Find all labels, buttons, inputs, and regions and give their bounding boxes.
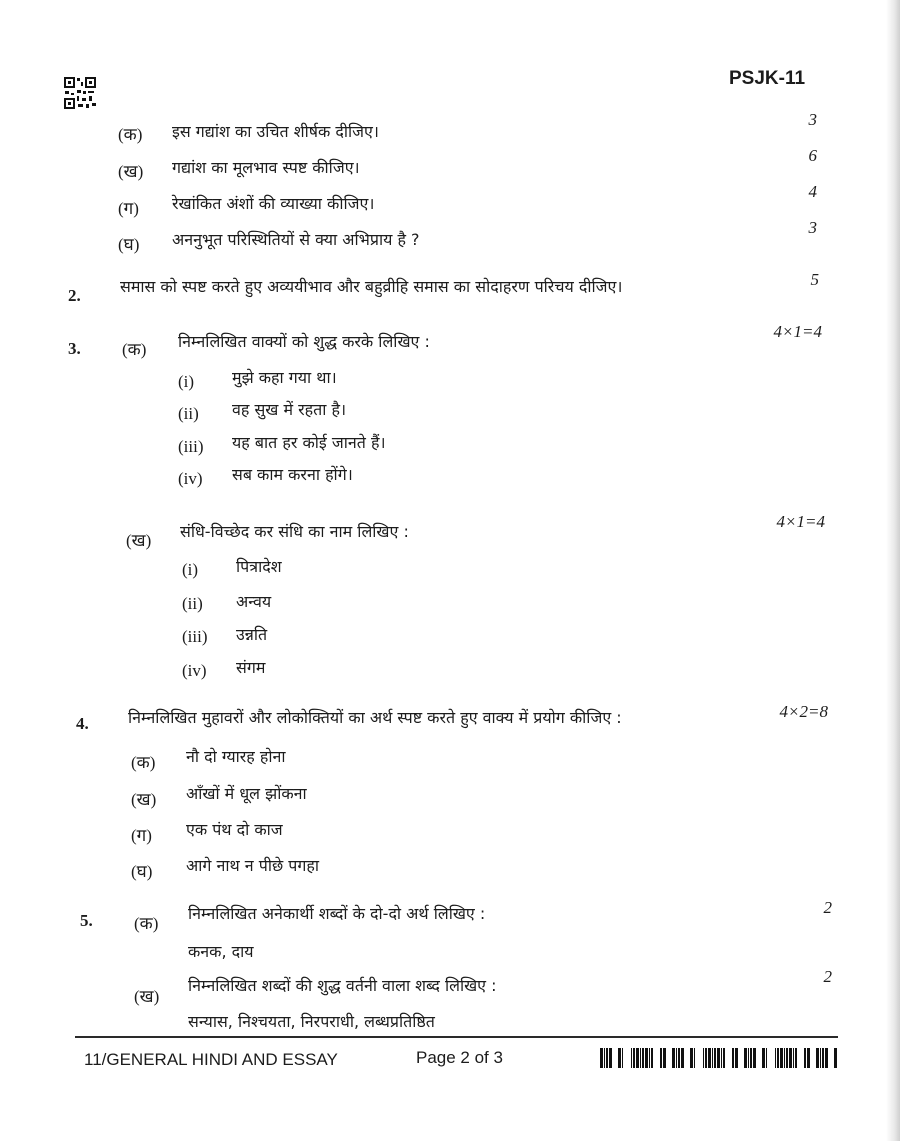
barcode-icon	[600, 1048, 838, 1068]
q1-part-marks: 3	[808, 218, 817, 237]
q4-item-text: आँखों में धूल झोंकना	[186, 784, 307, 803]
q4-item-label: (ग)	[131, 826, 152, 845]
q3a-item-label: (i)	[178, 372, 195, 391]
q3b-item-text: संगम	[236, 658, 266, 677]
q3a-item-text: मुझे कहा गया था।	[232, 368, 337, 387]
q1-part-marks: 3	[808, 110, 817, 129]
q3a-item-text: वह सुख में रहता है।	[232, 400, 347, 419]
q3b-item-text: पित्रादेश	[236, 557, 282, 576]
q3b-label: (ख)	[126, 531, 152, 550]
q1-part-text: रेखांकित अंशों की व्याख्या कीजिए।	[172, 194, 375, 213]
q4-marks: 4×2=8	[779, 702, 828, 721]
q3a-text: निम्नलिखित वाक्यों को शुद्ध करके लिखिए :	[178, 332, 430, 351]
q4-text: निम्नलिखित मुहावरों और लोकोक्तियों का अर्थ स्पष्ट करते हुए वाक्य में प्रयोग कीजिए :	[128, 708, 622, 727]
paper-code: PSJK-11	[729, 68, 806, 89]
q3a-item-text: यह बात हर कोई जानते हैं।	[232, 433, 386, 452]
footer-subject: 11/GENERAL HINDI AND ESSAY	[84, 1050, 338, 1069]
q5b-words: सन्यास, निश्चयता, निरपराधी, लब्धप्रतिष्ठित	[188, 1012, 435, 1031]
q3b-item-text: उन्नति	[236, 625, 268, 644]
q1-part-marks: 6	[808, 146, 817, 165]
q4-item-text: आगे नाथ न पीछे पगहा	[186, 856, 320, 875]
q5a-marks: 2	[823, 898, 832, 917]
question-number: 4.	[76, 714, 89, 733]
q4-item-label: (घ)	[131, 862, 153, 881]
q5b-marks: 2	[823, 967, 832, 986]
footer-page-number: Page 2 of 3	[416, 1048, 503, 1067]
q4-item-label: (क)	[131, 753, 156, 772]
q5a-text: निम्नलिखित अनेकार्थी शब्दों के दो-दो अर्थ लिखिए :	[188, 904, 486, 923]
footer-rule	[75, 1036, 838, 1038]
q3b-item-label: (iii)	[182, 627, 208, 646]
q3b-item-text: अन्वय	[236, 592, 272, 611]
q1-part-text: गद्यांश का मूलभाव स्पष्ट कीजिए।	[172, 158, 360, 177]
q3a-label: (क)	[122, 340, 147, 359]
q1-part-label: (ग)	[118, 199, 139, 218]
q2-marks: 5	[810, 270, 819, 289]
q4-item-text: एक पंथ दो काज	[186, 820, 283, 839]
q3b-item-label: (ii)	[182, 594, 203, 613]
q5b-label: (ख)	[134, 987, 160, 1006]
q3a-item-label: (iv)	[178, 469, 203, 488]
q3b-item-label: (i)	[182, 560, 199, 579]
q1-part-text: अननुभूत परिस्थितियों से क्या अभिप्राय है ?	[172, 230, 420, 249]
q2-text: समास को स्पष्ट करते हुए अव्ययीभाव और बहुव्रीहि समास का सोदाहरण परिचय दीजिए।	[120, 277, 623, 296]
q3a-item-label: (iii)	[178, 437, 204, 456]
q1-part-label: (ख)	[118, 162, 144, 181]
q3a-item-text: सब काम करना होंगे।	[232, 465, 353, 484]
q3a-item-label: (ii)	[178, 404, 199, 423]
q5a-label: (क)	[134, 914, 159, 933]
q5a-words: कनक, दाय	[188, 942, 254, 961]
qr-code-icon	[63, 76, 97, 110]
q1-part-text: इस गद्यांश का उचित शीर्षक दीजिए।	[172, 122, 379, 141]
q4-item-text: नौ दो ग्यारह होना	[186, 747, 286, 766]
q3b-marks: 4×1=4	[776, 512, 825, 531]
q3b-text: संधि-विच्छेद कर संधि का नाम लिखिए :	[180, 522, 409, 541]
q3a-marks: 4×1=4	[773, 322, 822, 341]
q5b-text: निम्नलिखित शब्दों की शुद्ध वर्तनी वाला शब्द लिखिए :	[188, 976, 497, 995]
q3b-item-label: (iv)	[182, 661, 207, 680]
q1-part-marks: 4	[808, 182, 817, 201]
question-number: 5.	[80, 911, 93, 930]
q4-item-label: (ख)	[131, 790, 157, 809]
question-number: 3.	[68, 339, 81, 358]
page-edge-shadow	[886, 0, 900, 1141]
q1-part-label: (क)	[118, 125, 143, 144]
question-number: 2.	[68, 286, 81, 305]
q1-part-label: (घ)	[118, 235, 140, 254]
